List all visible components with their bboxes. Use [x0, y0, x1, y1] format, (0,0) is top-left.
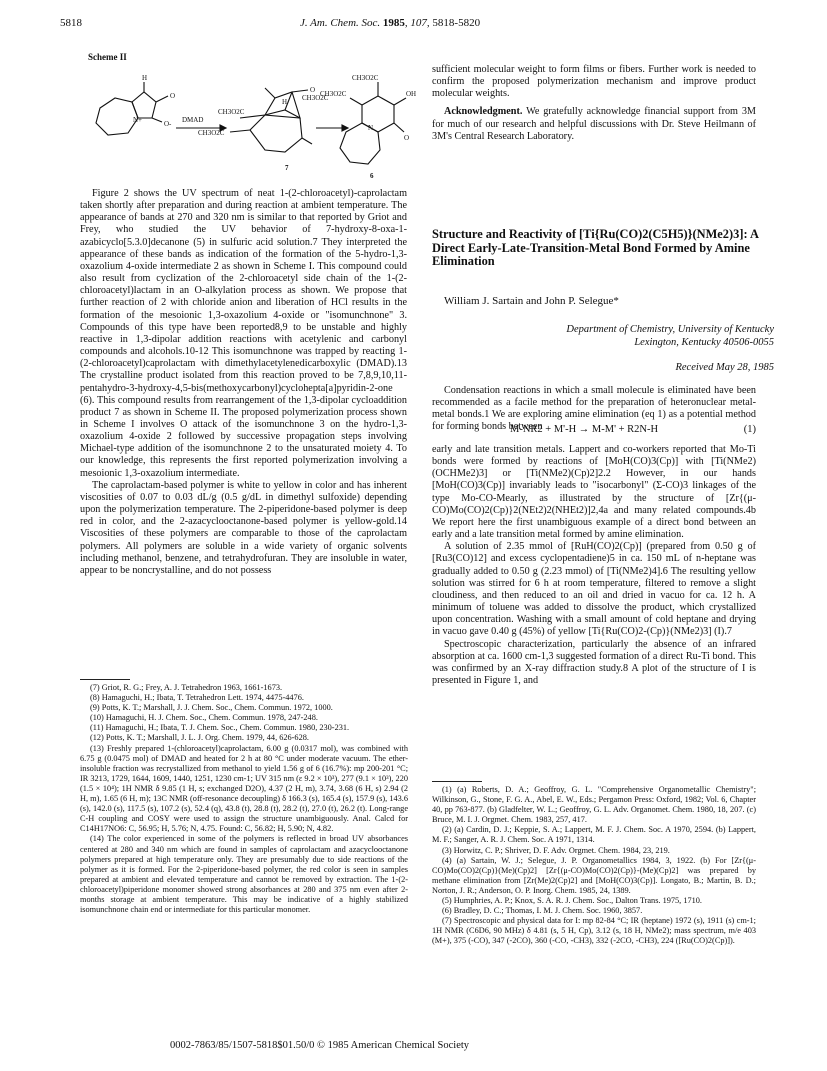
scheme-label-oh: OH — [406, 90, 417, 98]
left-paragraph-2: The caprolactam-based polymer is white to yellow in color and has inherent viscosities of 0.07 to 0.03 dL/g (0.5 g/dL in dimethyl sulfoxide) depending upon the polymerization temperature. The 2-piperidone-based polymer is deep red in color, and the 2-azacyclooctanone-based polymer is yellow-gold.14 Viscosities of these polymers are comparable to those of the caprolactam polymers. All polymers are soluble in a wide variety of organic solvents including methanol, benzene, and tetrahydrofuran. They are insoluble in water, appear to be noncrystalline, and do not possess — [80, 479, 407, 576]
scheme-label: Scheme II — [88, 52, 127, 62]
pyridinone-ring — [362, 96, 394, 132]
scheme-label-ester-1: CH3O2C — [218, 108, 245, 116]
reference-8: (8) Hamaguchi, H.; Ibata, T. Tetrahedron Lett. 1974, 4475-4476. — [90, 693, 304, 703]
scheme-label-ester-2: CH3O2C — [198, 129, 225, 137]
scheme-label-o-minus: O- — [164, 120, 172, 128]
article-paragraph-2: early and late transition metals. Lappert and co-workers reported that Mo-Ti bonds were formed by reactions of [MoH(CO)3(Cp)] with [Ti(NMe2)(OCHMe2)3] or [Ti(NMe2)(Cp)2]2.2 However, in our hands [MoH(CO)3(Cp)] invariably leads to "isocarbonyl" (Σ-CO)3 linkages of the type Mo-CO-Mearly, as illustrated by the structure of [Zr{(μ-CO)Mo(CO)2(Cp)}2(NEt2)2(NHEt2)]2,4a and many related compounds.4b We report here the first unambiguous example of a direct bond between an early and a late transition metal formed by amine elimination. — [432, 444, 756, 541]
compound-number-6: 6 — [370, 172, 374, 180]
article-affiliation — [468, 324, 774, 349]
received-date: Received May 28, 1985 — [675, 362, 774, 373]
scheme-label-o-3: O — [404, 134, 410, 142]
scheme-label-n: N — [368, 124, 374, 132]
scheme-ii-diagram — [80, 60, 420, 182]
references-right — [432, 785, 756, 947]
reference-r4: (4) (a) Sartain, W. J.; Selegue, J. P. Organometallics 1984, 3, 1922. (b) For [Zr{(μ-CO)Mo(CO)2(Cp)}(Me)(Cp)2] [Zr{(μ-CO)Mo(CO)2(Cp)}-(Me)(Cp)2] was prepared by methane elimination from [Zr(Me)2(Cp)2] and [MoH(CO)3(Cp)]. Longato, B.; Martin, B. D.; Norton, J. R.; Anderson, O. P. Inorg. Chem. 1985, 24, 1389. — [432, 855, 756, 895]
scheme-label-h-2: H — [282, 98, 288, 106]
acknowledgment — [432, 106, 756, 142]
journal-volume: 107 — [410, 17, 427, 29]
reference-14: (14) The color experienced in some of the polymers is reflected in broad UV absorbances centered at 280 and 340 nm which are found in samples of caprolactam and azacyclooctanone polymers prepared at high temperature only. They are presumably due to side reactions of the polymer as it is formed. For the 2-piperidone-based polymer, the red color is seen in samples prepared at ambient and elevated temperature and cannot be removed by extraction. The 1-(2-chloroacetyl)piperidone monomer showed strong absorbances at 280 and 375 nm even after 2-months storage at ambient temperature. This may be indicative of a highly stabilized isomunchnone chain end or intermediate for this particular monomer. — [80, 834, 408, 915]
reference-7: (7) Griot, R. G.; Frey, A. J. Tetrahedron 1963, 1661-1673. — [90, 683, 283, 692]
article-paragraph-4: Spectroscopic characterization, particularly the absence of an infrared absorption at ca. 1600 cm-1,3 suggested formation of a direct Ru-Ti bond. This was confirmed by an X-ray diffraction study.8 A plot of the structure of I is presented in Figure 1, and — [432, 638, 756, 686]
right-column-top — [432, 64, 756, 143]
affiliation-line-2: Lexington, Kentucky 40506-0055 — [634, 336, 774, 348]
affiliation-line-1: Department of Chemistry, University of Kentucky — [566, 324, 774, 335]
scheme-label-o-2: O — [310, 86, 316, 94]
footnote-rule-right — [432, 781, 482, 782]
acknowledgment-label: Acknowledgment. — [444, 106, 523, 118]
reference-r1: (1) (a) Roberts, D. A.; Geoffroy, G. L. "Comprehensive Organometallic Chemistry"; Wilkinson, G., Stone, F. G. A., Abel, E. W., Eds.; Pergamon Press: Oxford, 1982; Vol. 6, Chapter 40, pp 763-877. (b) Gladfelter, W. L.; Geoffroy, G. L. Adv. Organomet. Chem. 1980, 18, 207. (c) Bruce, M. I. J. Orgmet. Chem. 1983, 257, 417. — [432, 785, 756, 825]
equation-number: (1) — [743, 424, 756, 435]
scheme-label-ester-5: CH3O2C — [320, 90, 347, 98]
copyright-footer: 0002-7863/85/1507-5818$01.50/0 © 1985 American Chemical Society — [170, 1040, 470, 1051]
scheme-label-n-plus: N+ — [133, 116, 143, 124]
scheme-label-o: O — [170, 92, 176, 100]
article-authors: William J. Sartain and John P. Selegue* — [444, 295, 619, 307]
article-body — [432, 444, 756, 687]
article-paragraph-1: Condensation reactions in which a small molecule is eliminated have been recommended as a facile method for the preparation of heteronuclear metal-metal bonds.1 We are exploring amine elimination (eq 1) as a potential method for forming bonds between — [432, 385, 756, 433]
acknowledgment-text: We gratefully acknowledge financial support from 3M for much of our research and helpful discussions with Dr. Steve Heilmann of 3M's Central Research Laboratory. — [432, 106, 756, 142]
reference-r7: (7) Spectroscopic and physical data for I: mp 82-84 °C; IR (heptane) 1972 (s), 1911 (s) cm-1; 1H NMR (C6D6, 90 MHz) δ 4.81 (s, 5 H, Cp), 3.12 (s, 18 H, NMe2); mass spectrum, m/e 403 (M+), 375 (-CO), 347 (-2CO), 360 (-CO, -CH3), 332 (-2CO, -CH3), 224 ([Ru(CO)2(Cp)]). — [432, 916, 756, 946]
reference-r2: (2) (a) Cardin, D. J.; Keppie, S. A.; Lappert, M. F. J. Chem. Soc. A 1970, 2594. (b) Lappert, M. F.; Sanger, A. R. J. Chem. Soc. A 1971, 1314. — [432, 825, 756, 845]
compound-number-7: 7 — [285, 164, 289, 172]
scheme-label-ester-4: CH3O2C — [352, 74, 379, 82]
reference-r6: (6) Bradley, D. C.; Thomas, I. M. J. Chem. Soc. 1960, 3857. — [442, 906, 643, 916]
reference-13: (13) Freshly prepared 1-(chloroacetyl)caprolactam, 6.00 g (0.0317 mol), was combined with 6.75 g (0.0475 mol) of DMAD and heated for 2 h at 80 °C under moderate vacuum. The ether-insoluble fraction was recrystallized from methanol to yield 1.56 g of 6 (16.7%): mp 200-201 °C; IR 3213, 1729, 1644, 1609, 1440, 1251, 1230 cm-1; UV 315 nm (ε 9.2 × 10³), 277 (9.1 × 10³), 220 (1.5 × 10⁴); 1H NMR δ 9.85 (1 H, s; exchanged D2O), 4.37 (2 H, m), 3.74, 3.68 (6 H, s) 2.94 (2 H, m), 1.65 (6 H, m); 13C NMR (off-resonance decoupling) δ 166.3 (s), 165.4 (s), 157.9 (s), 143.6 (s), 142.0 (s), 117.5 (s), 107.2 (s), 52.4 (q), 43.8 (t), 28.8 (t), 28.2 (t), 27.0 (t), 26.2 (t). Long-range C-H coupling and COSY were used to assign the structure unambiguously. Anal. Calcd for C14H17NO6: C, 56.95; H, 5.76; N, 4.75. Found: C, 56.82; H, 5.90; N, 4.82. — [80, 743, 408, 834]
page-number: 5818 — [60, 17, 82, 29]
journal-pages: 5818-5820 — [432, 17, 481, 29]
article-paragraph-3: A solution of 2.35 mmol of [RuH(CO)2(Cp)] (prepared from 0.50 g of [Ru3(CO)12] and excess cyclopentadiene)5 in ca. 150 mL of n-heptane was gradually added to 0.50 g (2.23 mmol) of [Ti(NMe2)4].6 The resulting yellow solution was stirred for 6 h at room temperature, filtered to remove a slight cloudiness, and then reduced to an oil and dried in vacuo for ca. 12 h. A minimum of toluene was added to dissolve the product, which crystallized upon concentration. Washing with a small amount of cold heptane and drying in vacuo gave 0.40 g (45%) of yellow [Ti{Ru(CO)2-(Cp)}(NMe2)3] (I).7 — [432, 541, 756, 638]
equation-text: M-NR2 + M'-H → M-M' + R2N-H — [510, 424, 659, 435]
azepane-ring-1 — [96, 98, 138, 135]
references-left — [80, 683, 408, 915]
journal-name: J. Am. Chem. Soc. — [300, 17, 381, 29]
journal-header: J. Am. Chem. Soc. 1985, 107, 5818-5820 — [300, 17, 481, 29]
journal-year: 1985 — [382, 17, 405, 29]
article-title: Structure and Reactivity of [Ti{Ru(CO)2(C5H5)}(NMe2)3]: A Direct Early-Late-Transition-Metal Bond Formed by Amine Elimination — [432, 227, 759, 269]
scheme-label-ester-3: CH3O2C — [302, 94, 329, 102]
scheme-label-h: H — [142, 74, 148, 82]
reference-10: (10) Hamaguchi, H. J. Chem. Soc., Chem. Commun. 1978, 247-248. — [90, 713, 318, 723]
footnote-rule-left — [80, 679, 130, 680]
reference-12: (12) Potts, K. T.; Marshall, J. L. J. Org. Chem. 1979, 44, 626-628. — [90, 733, 309, 743]
right-paragraph-continuation: sufficient molecular weight to form films or fibers. Further work is needed to confirm the proposed polymerization mechanism and improve product molecular weights. — [432, 64, 756, 100]
reference-r5: (5) Humphries, A. P.; Knox, S. A. R. J. Chem. Soc., Dalton Trans. 1975, 1710. — [442, 896, 702, 906]
left-column-text — [80, 188, 407, 577]
reference-9: (9) Potts, K. T.; Marshall, J. J. Chem. Soc., Chem. Commun. 1972, 1000. — [90, 703, 333, 713]
reference-r3: (3) Horwitz, C. P.; Shriver, D. F. Adv. Orgmet. Chem. 1984, 23, 219. — [442, 845, 670, 855]
left-paragraph-1: Figure 2 shows the UV spectrum of neat 1-(2-chloroacetyl)-caprolactam taken shortly after preparation and during reaction at ambient temperature. The appearance of bands at 270 and 320 nm is similar to that reported by Griot and Frey, who studied the UV behavior of 7-hydroxy-8-oxa-1-azabicyclo[5.3.0]decanone (5) in sulfuric acid solution.7 They interpreted the appearance of these bands as indication of the formation of the 5-hydro-1,3-oxazolium 4-oxide intermediate 2 as shown in Scheme I. This compound could also result from cyclization of the 2-chloroacetyl side chain of the 1-(2-chloroacetyl)lactam in an O-alkylation process as shown. We propose that further reaction of 2 with chloride anion and liberation of HCl results in the formation of the mesoionic 1,3-oxazolium 4-oxide or "isomunchnone" 3. Compounds of this type have been reported8,9 to be unstable and highly reactive in 1,3-dipolar addition reactions with acetylenic and carbonyl compounds and alcohols.10-12 This isomunchnone was trapped by reacting 1-(2-chloroacetyl)caprolactam with dimethylacetylenedicarboxylic (DMAD).13 The crystalline product isolated from this reaction proved to be 7,8,9,10,11-pentahydro-3-hydroxy-4,5-bis(methoxycarbonyl)cyclohepta[a]pyridin-2-one (6). This compound results from rearrangement of the 1,3-dipolar cycloaddition product 7 as shown in Scheme II. The proposed polymerization process shown in Scheme I involves O attack of the isomunchnone 3 on the hydro-1,3-oxazolium 4-oxide 2 followed by successive propagation steps involving Michael-type addition of the isomunchnone 2 to the unsaturated moiety 4. To our knowledge, this represents the first reported polymerization involving a mesoionic 1,3-oxazolium intermediate. — [80, 188, 407, 479]
reference-11: (11) Hamaguchi, H.; Ibata, T. J. Chem. Soc., Chem. Commun. 1980, 230-231. — [90, 723, 350, 733]
oxazolium-ring — [132, 92, 156, 118]
scheme-arrow-label: DMAD — [182, 116, 204, 124]
